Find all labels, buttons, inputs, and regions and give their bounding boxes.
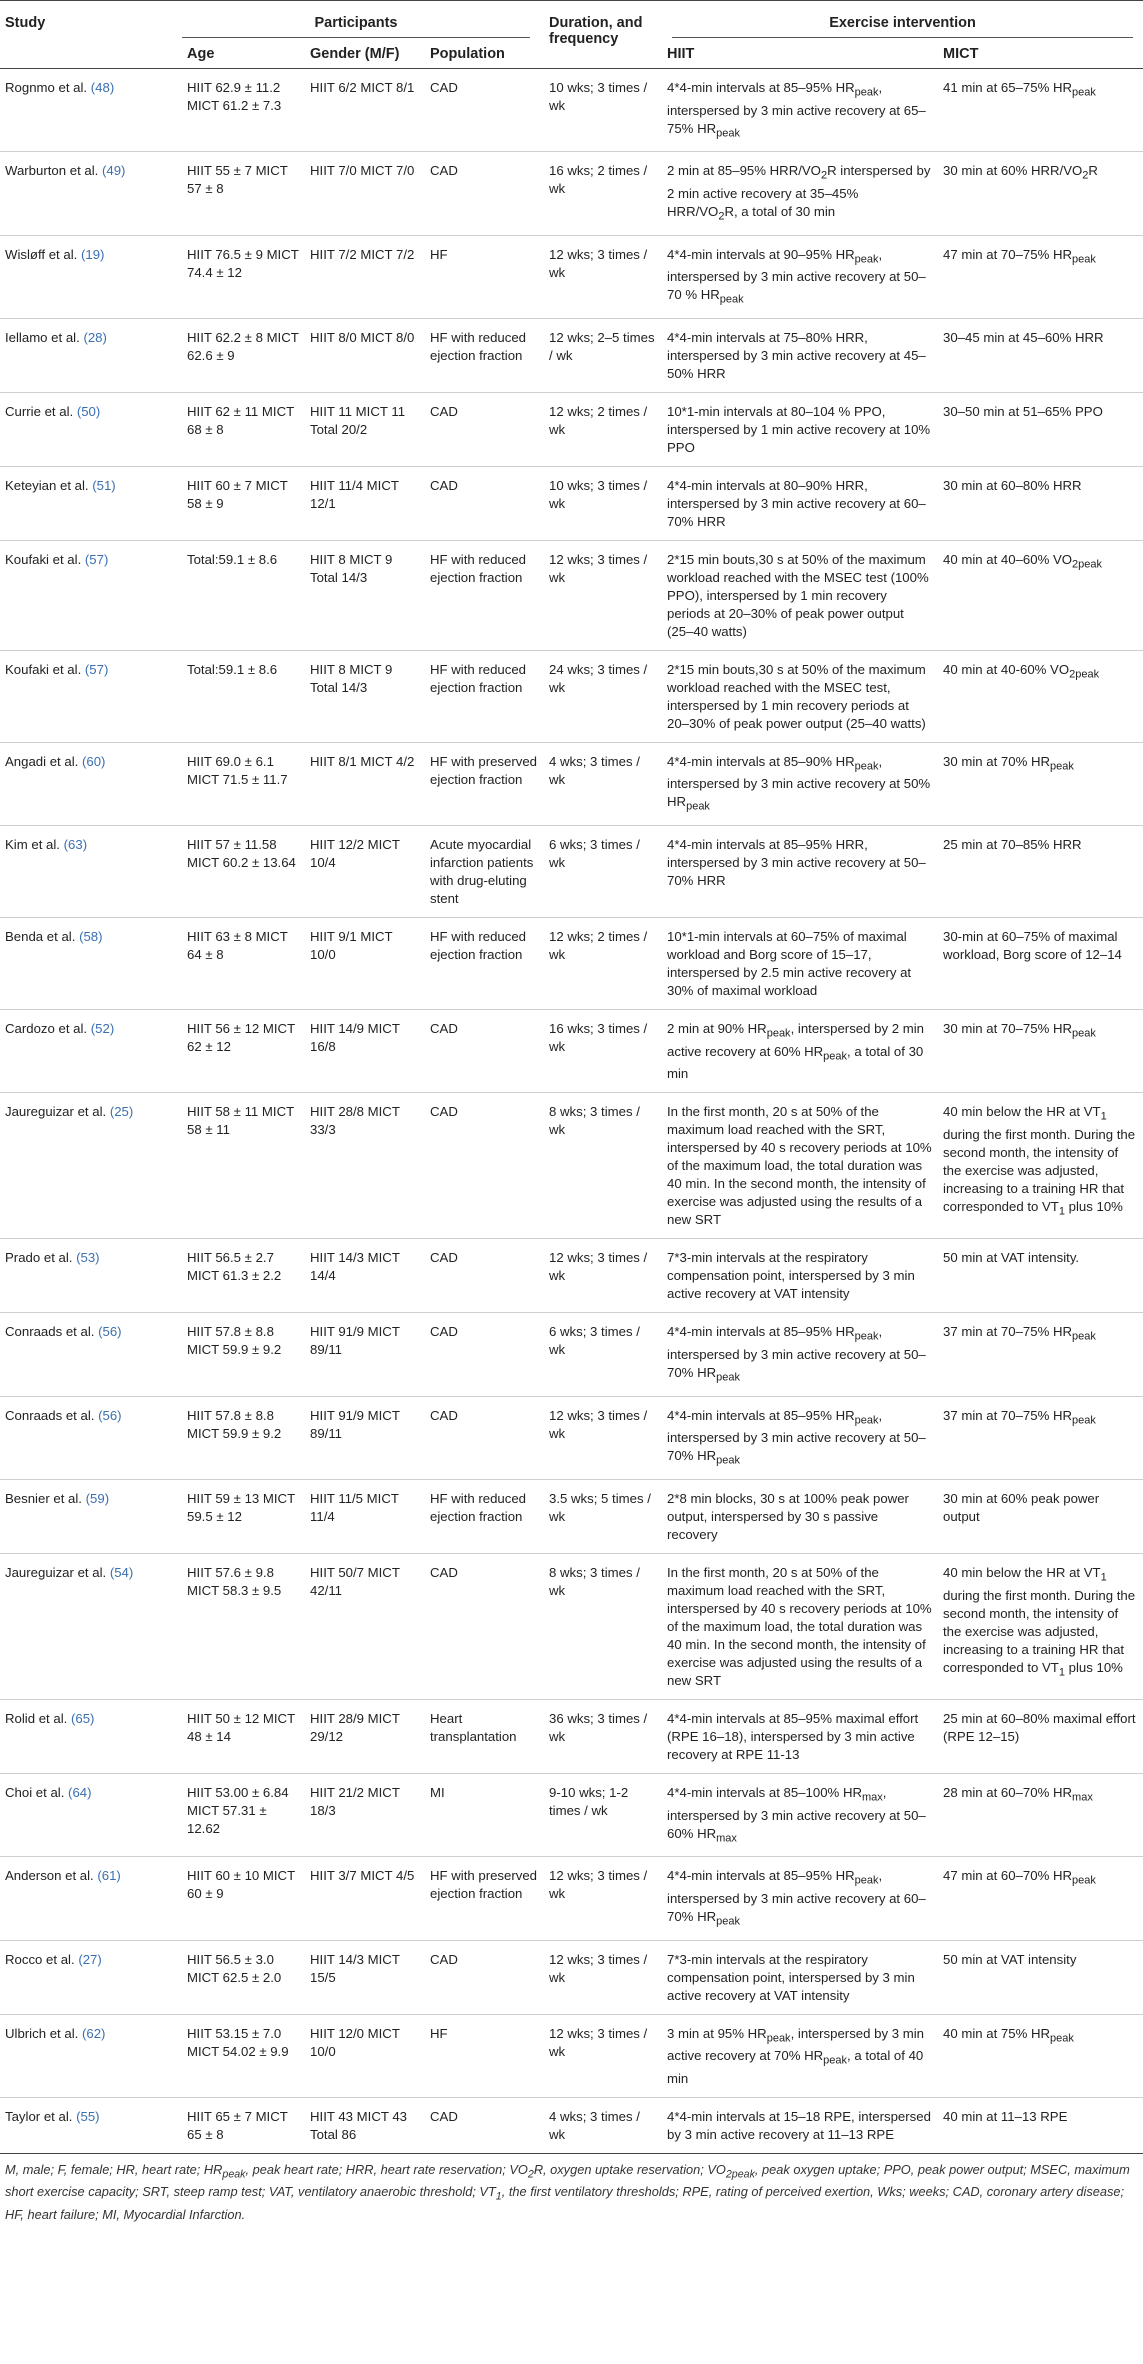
population-cell: HF with reduced ejection fraction xyxy=(430,551,527,585)
age-cell: HIIT 59 ± 13 MICT 59.5 ± 12 xyxy=(187,1490,295,1524)
reference-link[interactable]: (58) xyxy=(79,929,103,945)
table-row xyxy=(0,2014,1143,2097)
age-cell: HIIT 56.5 ± 3.0 MICT 62.5 ± 2.0 xyxy=(187,1951,282,1985)
age-cell: HIIT 63 ± 8 MICT 64 ± 8 xyxy=(187,929,288,963)
footnote: M, male; F, female; HR, heart rate; $HR_{peak}$, peak heart rate; HRR, heart rate reservation; $VO_2R$, oxygen uptake reservation; $VO_{2peak}$, peak oxygen uptake; PPO, peak power output; MSEC, maximum short exercise capacity; SRT, steep ramp test; VAT, ventilatory anaerobic threshold; $VT_1$, the first ventilatory thresholds; RPE, rating of perceived exertion, Wks; weeks; CAD, coronary artery disease; HF, heart failure; MI, Myocardial Infarction. xyxy=(5,2161,1130,2222)
reference-link[interactable]: (59) xyxy=(85,1490,110,1506)
duration-cell: 4 wks; 3 times / wk xyxy=(549,2108,640,2142)
reference-link[interactable]: (56) xyxy=(98,1324,122,1340)
study-name: Angadi et al. xyxy=(5,753,82,769)
study-name: Cardozo et al. xyxy=(5,1021,91,1037)
study-cell xyxy=(0,392,182,466)
gender-cell: HIIT 14/3 MICT 14/4 xyxy=(310,1250,400,1284)
population-cell: CAD xyxy=(430,1951,458,1967)
header-mict: MICT xyxy=(943,46,979,62)
reference-link[interactable]: (52) xyxy=(90,1021,115,1037)
hiit-cell: In the first month, 20 s at 50% of the maximum load reached with the SRT, interspersed by 40 s recovery periods at 10% of the maximum load, the total duration was 40 min. In the second month, the intensity of exercise was adjusted using the results of a new SRT xyxy=(667,1104,932,1228)
population-cell: HF with reduced ejection fraction xyxy=(430,661,527,695)
gender-cell: HIIT 12/2 MICT 10/4 xyxy=(310,837,400,871)
gender-cell: HIIT 8/0 MICT 8/0 xyxy=(310,329,415,345)
gender-cell: HIIT 6/2 MICT 8/1 xyxy=(310,80,415,95)
hiit-cell: 3 min at 95% $HR_{peak}$, interspersed by 3 min active recovery at 70% $HR_{peak}$, a total of 40 min xyxy=(667,2025,924,2086)
reference-link[interactable]: (28) xyxy=(83,329,107,345)
gender-cell: HIIT 7/0 MICT 7/0 xyxy=(310,163,415,179)
reference-link[interactable]: (60) xyxy=(81,753,106,769)
table-row xyxy=(0,1093,1143,1239)
gender-cell: HIIT 14/9 MICT 16/8 xyxy=(310,1021,400,1055)
age-cell: HIIT 58 ± 11 MICT 58 ± 11 xyxy=(187,1104,294,1138)
table-row xyxy=(0,466,1143,540)
mict-cell: 40 min below the HR at $VT_1$ during the first month. During the second month, the intensity of the exercise was adjusted, increasing to a training HR that corresponded to $VT_1$ plus 10% xyxy=(943,1104,1136,1218)
reference-link[interactable]: (48) xyxy=(90,80,115,95)
population-cell: HF xyxy=(430,2025,448,2041)
study-name: Benda et al. xyxy=(5,929,80,945)
duration-cell: 12 wks; 3 times / wk xyxy=(549,1951,648,1985)
duration-cell: 12 wks; 3 times / wk xyxy=(549,2025,648,2059)
study-name: Ulbrich et al. xyxy=(5,2025,82,2041)
mict-cell: 37 min at 70–75% $HR_{peak}$ xyxy=(943,1324,1096,1344)
duration-cell: 12 wks; 2–5 times / wk xyxy=(549,329,655,363)
table-row xyxy=(0,918,1143,1010)
gender-cell: HIIT 7/2 MICT 7/2 xyxy=(310,246,415,262)
study-name: Keteyian et al. xyxy=(5,477,93,493)
mict-cell: 40 min below the HR at $VT_1$ during the first month. During the second month, the intensity of the exercise was adjusted, increasing to a training HR that corresponded to $VT_1$ plus 10% xyxy=(943,1564,1136,1679)
gender-cell: HIIT 14/3 MICT 15/5 xyxy=(310,1951,400,1985)
duration-cell: 12 wks; 3 times / wk xyxy=(549,1868,648,1902)
mict-cell: 28 min at 60–70% $HR_{max}$ xyxy=(943,1784,1093,1804)
hiit-cell: 4*4-min intervals at 15–18 RPE, interspersed by 3 min active recovery at 11–13 RPE xyxy=(667,2108,931,2142)
age-cell: HIIT 57.8 ± 8.8 MICT 59.9 ± 9.2 xyxy=(187,1407,282,1441)
reference-link[interactable]: (54) xyxy=(109,1564,134,1580)
header-age: Age xyxy=(187,46,215,62)
study-name: Koufaki et al. xyxy=(5,551,85,567)
gender-cell: HIIT 43 MICT 43 Total 86 xyxy=(310,2108,407,2142)
gender-cell: HIIT 11/5 MICT 11/4 xyxy=(310,1490,399,1524)
study-cell xyxy=(0,1857,182,1940)
gender-cell: HIIT 8/1 MICT 4/2 xyxy=(310,753,415,769)
header-participants-label: Participants xyxy=(182,15,530,38)
study-name: Jaureguizar et al. xyxy=(5,1564,110,1580)
duration-cell: 10 wks; 3 times / wk xyxy=(549,80,648,113)
age-cell: HIIT 57 ± 11.58 MICT 60.2 ± 13.64 xyxy=(187,837,296,871)
study-cell xyxy=(0,540,182,650)
study-name: Conraads et al. xyxy=(5,1407,99,1423)
hiit-cell: 4*4-min intervals at 85–95% HRR, interspersed by 3 min active recovery at 50–70% HRR xyxy=(667,837,926,889)
hiit-cell: 4*4-min intervals at 85–100% $HR_{max}$, interspersed by 3 min active recovery at 50–60% $HR_{max}$ xyxy=(667,1784,926,1845)
population-cell: CAD xyxy=(430,1324,458,1340)
mict-cell: 40 min at 40–60% $VO_{2peak}$ xyxy=(943,551,1103,571)
age-cell: HIIT 62 ± 11 MICT 68 ± 8 xyxy=(187,403,294,437)
mict-cell: 47 min at 60–70% $HR_{peak}$ xyxy=(943,1868,1096,1887)
header-exercise-label: Exercise intervention xyxy=(672,15,1133,38)
mict-cell: 37 min at 70–75% $HR_{peak}$ xyxy=(943,1407,1096,1427)
mict-cell: 25 min at 70–85% HRR xyxy=(943,837,1082,853)
table-row xyxy=(0,1773,1143,1856)
gender-cell: HIIT 12/0 MICT 10/0 xyxy=(310,2025,400,2059)
study-cell xyxy=(0,2014,182,2097)
reference-link[interactable]: (57) xyxy=(84,661,109,677)
header-gender: Gender (M/F) xyxy=(310,46,400,62)
hiit-cell: 4*4-min intervals at 80–90% HRR, interspersed by 3 min active recovery at 60–70% HRR xyxy=(667,477,926,529)
duration-cell: 8 wks; 3 times / wk xyxy=(549,1104,640,1138)
duration-cell: 8 wks; 3 times / wk xyxy=(549,1564,640,1598)
table-row xyxy=(0,392,1143,466)
hiit-cell: 2*15 min bouts,30 s at 50% of the maximum workload reached with the MSEC test (100% PPO), interspersed by 1 min recovery periods at 20–30% of peak power output (25–40 watts) xyxy=(667,551,929,639)
study-name: Warburton et al. xyxy=(5,163,102,179)
hiit-cell: 4*4-min intervals at 90–95% $HR_{peak}$, interspersed by 3 min active recovery at 50–70 % $HR_{peak}$ xyxy=(667,246,926,306)
mict-cell: 30 min at 70% $HR_{peak}$ xyxy=(943,753,1074,773)
table-row xyxy=(0,826,1143,918)
duration-cell: 16 wks; 2 times / wk xyxy=(549,163,648,197)
gender-cell: HIIT 11/4 MICT 12/1 xyxy=(310,477,399,511)
hiit-cell: 7*3-min intervals at the respiratory compensation point, interspersed by 3 min active recovery at VAT intensity xyxy=(667,1250,915,1302)
hiit-cell: 4*4-min intervals at 85–95% $HR_{peak}$, interspersed by 3 min active recovery at 50–70% $HR_{peak}$ xyxy=(667,1407,926,1467)
hiit-cell: 4*4-min intervals at 85–95% $HR_{peak}$, interspersed by 3 min active recovery at 65–75% $HR_{peak}$ xyxy=(667,80,926,140)
population-cell: CAD xyxy=(430,403,458,419)
age-cell: HIIT 62.2 ± 8 MICT 62.6 ± 9 xyxy=(187,329,299,363)
duration-cell: 12 wks; 3 times / wk xyxy=(549,1250,648,1284)
gender-cell: HIIT 11 MICT 11 Total 20/2 xyxy=(310,403,406,437)
duration-cell: 4 wks; 3 times / wk xyxy=(549,753,640,787)
table-row xyxy=(0,2097,1143,2153)
study-cell xyxy=(0,826,182,918)
study-cell xyxy=(0,235,182,318)
age-cell: HIIT 57.6 ± 9.8 MICT 58.3 ± 9.5 xyxy=(187,1564,282,1598)
reference-link[interactable]: (56) xyxy=(98,1407,122,1423)
study-name: Rocco et al. xyxy=(5,1951,79,1967)
study-cell xyxy=(0,152,182,235)
duration-cell: 12 wks; 2 times / wk xyxy=(549,403,648,437)
hiit-cell: 4*4-min intervals at 85–95% $HR_{peak}$, interspersed by 3 min active recovery at 50–70% $HR_{peak}$ xyxy=(667,1324,926,1384)
reference-link[interactable]: (55) xyxy=(76,2108,100,2124)
age-cell: HIIT 57.8 ± 8.8 MICT 59.9 ± 9.2 xyxy=(187,1324,282,1358)
mict-cell: 40 min at 11–13 RPE xyxy=(943,2108,1068,2124)
study-name: Currie et al. xyxy=(5,403,77,419)
reference-link[interactable]: (19) xyxy=(80,246,105,262)
mict-cell: 40 min at 40-60% $VO_{2peak}$ xyxy=(943,661,1100,681)
duration-cell: 36 wks; 3 times / wk xyxy=(549,1710,648,1744)
mict-cell: 30 min at 60% HRR/$VO_2R$ xyxy=(943,163,1098,182)
study-name: Prado et al. xyxy=(5,1250,77,1266)
table-row xyxy=(0,742,1143,825)
population-cell: CAD xyxy=(430,163,458,179)
age-cell: HIIT 56 ± 12 MICT 62 ± 12 xyxy=(187,1021,295,1055)
header-participants xyxy=(182,1,544,39)
gender-cell: HIIT 8 MICT 9 Total 14/3 xyxy=(310,551,393,585)
hiit-cell: 2 min at 85–95% HRR/$VO_2R$ interspersed by 2 min active recovery at 35–45% HRR/$VO_2R$, a total of 30 min xyxy=(667,163,931,223)
hiit-cell: 10*1-min intervals at 80–104 % PPO, interspersed by 1 min active recovery at 10% PPO xyxy=(667,403,931,455)
age-cell: Total:59.1 ± 8.6 xyxy=(187,661,278,677)
population-cell: Heart transplantation xyxy=(430,1710,517,1744)
study-name: Taylor et al. xyxy=(5,2108,77,2124)
hiit-cell: 2*8 min blocks, 30 s at 100% peak power output, interspersed by 30 s passive recovery xyxy=(667,1490,909,1542)
age-cell: HIIT 69.0 ± 6.1 MICT 71.5 ± 11.7 xyxy=(187,753,288,787)
duration-cell: 6 wks; 3 times / wk xyxy=(549,837,640,871)
reference-link[interactable]: (61) xyxy=(97,1868,121,1884)
study-name: Conraads et al. xyxy=(5,1324,99,1340)
gender-cell: HIIT 91/9 MICT 89/11 xyxy=(310,1407,400,1441)
reference-link[interactable]: (64) xyxy=(68,1784,92,1800)
table-row xyxy=(0,318,1143,392)
study-name: Choi et al. xyxy=(5,1784,69,1800)
duration-cell: 3.5 wks; 5 times / wk xyxy=(549,1490,651,1524)
population-cell: HF xyxy=(430,246,448,262)
study-cell xyxy=(0,69,182,152)
age-cell: HIIT 50 ± 12 MICT 48 ± 14 xyxy=(187,1710,295,1744)
population-cell: MI xyxy=(430,1784,445,1800)
duration-cell: 10 wks; 3 times / wk xyxy=(549,477,648,511)
duration-cell: 9-10 wks; 1-2 times / wk xyxy=(549,1784,629,1818)
gender-cell: HIIT 28/8 MICT 33/3 xyxy=(310,1104,400,1138)
reference-link[interactable]: (53) xyxy=(76,1250,100,1266)
study-cell xyxy=(0,2097,182,2153)
hiit-cell: 4*4-min intervals at 85–95% $HR_{peak}$, interspersed by 3 min active recovery at 60–70% $HR_{peak}$ xyxy=(667,1868,926,1928)
study-name: Jaureguizar et al. xyxy=(5,1104,110,1120)
hiit-cell: In the first month, 20 s at 50% of the maximum load reached with the SRT, interspersed by 40 s recovery periods at 10% of the maximum load, the total duration was 40 min. In the second month, the intensity of exercise was adjusted using the results of a new SRT xyxy=(667,1564,932,1688)
gender-cell: HIIT 3/7 MICT 4/5 xyxy=(310,1868,415,1884)
reference-link[interactable]: (51) xyxy=(92,477,116,493)
study-cell xyxy=(0,742,182,825)
study-name: Wisløff et al. xyxy=(5,246,81,262)
header-population: Population xyxy=(430,46,505,62)
population-cell: CAD xyxy=(430,80,458,95)
duration-cell: 24 wks; 3 times / wk xyxy=(549,661,648,695)
mict-cell: 50 min at VAT intensity. xyxy=(943,1250,1080,1266)
population-cell: Acute myocardial infarction patients with drug-eluting stent xyxy=(430,837,534,907)
study-cell xyxy=(0,1313,182,1396)
age-cell: HIIT 53.00 ± 6.84 MICT 57.31 ± 12.62 xyxy=(187,1784,289,1836)
population-cell: CAD xyxy=(430,1021,458,1037)
table-row xyxy=(0,1239,1143,1313)
hiit-cell: 7*3-min intervals at the respiratory compensation point, interspersed by 3 min active recovery at VAT intensity xyxy=(667,1951,915,2003)
mict-cell: 40 min at 75% $HR_{peak}$ xyxy=(943,2025,1074,2045)
reference-link[interactable]: (50) xyxy=(76,403,101,419)
table-row xyxy=(0,69,1143,152)
population-cell: CAD xyxy=(430,1407,458,1423)
header-study: Study xyxy=(5,15,46,31)
hiit-cell: 2*15 min bouts,30 s at 50% of the maximum workload reached with the MSEC test, interspersed by 1 min recovery periods at 20–30% of peak power output (25–40 watts) xyxy=(667,661,926,731)
study-name: Iellamo et al. xyxy=(5,329,84,345)
mict-cell: 41 min at 65–75% $HR_{peak}$ xyxy=(943,80,1096,99)
population-cell: CAD xyxy=(430,2108,458,2124)
reference-link[interactable]: (25) xyxy=(109,1104,134,1120)
duration-cell: 12 wks; 3 times / wk xyxy=(549,1407,648,1441)
table-row xyxy=(0,650,1143,742)
hiit-cell: 4*4-min intervals at 85–95% maximal effort (RPE 16–18), interspersed by 3 min active recovery at RPE 11-13 xyxy=(667,1710,919,1762)
age-cell: HIIT 55 ± 7 MICT 57 ± 8 xyxy=(187,163,288,197)
duration-cell: 16 wks; 3 times / wk xyxy=(549,1021,648,1055)
mict-cell: 47 min at 70–75% $HR_{peak}$ xyxy=(943,246,1096,266)
population-cell: CAD xyxy=(430,477,458,493)
hiit-cell: 2 min at 90% $HR_{peak}$, interspersed by 2 min active recovery at 60% $HR_{peak}$, a total of 30 min xyxy=(667,1021,924,1082)
duration-cell: 12 wks; 2 times / wk xyxy=(549,929,648,963)
table-row xyxy=(0,1010,1143,1093)
hiit-cell: 4*4-min intervals at 75–80% HRR, interspersed by 3 min active recovery at 45–50% HRR xyxy=(667,329,926,381)
study-cell xyxy=(0,318,182,392)
study-cell xyxy=(0,1553,182,1699)
study-name: Anderson et al. xyxy=(5,1868,98,1884)
age-cell: HIIT 62.9 ± 11.2 MICT 61.2 ± 7.3 xyxy=(187,80,282,113)
study-name: Koufaki et al. xyxy=(5,661,85,677)
study-name: Besnier et al. xyxy=(5,1490,86,1506)
gender-cell: HIIT 21/2 MICT 18/3 xyxy=(310,1784,400,1818)
study-name: Kim et al. xyxy=(5,837,64,853)
mict-cell: 30-min at 60–75% of maximal workload, Borg score of 12–14 xyxy=(943,929,1122,963)
population-cell: CAD xyxy=(430,1564,458,1580)
age-cell: HIIT 53.15 ± 7.0 MICT 54.02 ± 9.9 xyxy=(187,2025,289,2059)
population-cell: HF with preserved ejection fraction xyxy=(430,753,538,787)
study-cell xyxy=(0,1773,182,1856)
study-cell xyxy=(0,1479,182,1553)
mict-cell: 30 min at 70–75% $HR_{peak}$ xyxy=(943,1021,1096,1040)
mict-cell: 30 min at 60–80% HRR xyxy=(943,477,1082,493)
study-cell xyxy=(0,1940,182,2014)
reference-link[interactable]: (65) xyxy=(70,1710,95,1726)
hiit-cell: 4*4-min intervals at 85–90% $HR_{peak}$, interspersed by 3 min active recovery at 50% $HR_{peak}$ xyxy=(667,753,931,814)
age-cell: HIIT 56.5 ± 2.7 MICT 61.3 ± 2.2 xyxy=(187,1250,282,1284)
age-cell: HIIT 65 ± 7 MICT 65 ± 8 xyxy=(187,2108,288,2142)
population-cell: CAD xyxy=(430,1250,458,1266)
population-cell: HF with reduced ejection fraction xyxy=(430,1490,527,1524)
mict-cell: 50 min at VAT intensity xyxy=(943,1951,1077,1967)
reference-link[interactable]: (57) xyxy=(84,551,109,567)
hiit-cell: 10*1-min intervals at 60–75% of maximal workload and Borg score of 15–17, interspersed by 2.5 min active recovery at 30% of maximal workload xyxy=(667,929,912,999)
gender-cell: HIIT 50/7 MICT 42/11 xyxy=(310,1564,400,1598)
study-cell xyxy=(0,1010,182,1093)
age-cell: HIIT 76.5 ± 9 MICT 74.4 ± 12 xyxy=(187,246,299,280)
table-row xyxy=(0,1479,1143,1553)
gender-cell: HIIT 28/9 MICT 29/12 xyxy=(310,1710,400,1744)
study-cell xyxy=(0,918,182,1010)
table-row xyxy=(0,1313,1143,1396)
study-cell xyxy=(0,650,182,742)
study-name: Rolid et al. xyxy=(5,1710,71,1726)
table-body xyxy=(0,69,1143,2154)
table-row xyxy=(0,1699,1143,1773)
header-duration: Duration, and frequency xyxy=(549,15,643,47)
header-exercise-intervention xyxy=(662,1,1143,39)
reference-link[interactable]: (62) xyxy=(81,2025,106,2041)
study-name: Rognmo et al. xyxy=(5,80,91,95)
study-cell xyxy=(0,1239,182,1313)
duration-cell: 12 wks; 3 times / wk xyxy=(549,246,648,280)
table-row xyxy=(0,1553,1143,1699)
population-cell: CAD xyxy=(430,1104,458,1120)
table-row xyxy=(0,152,1143,235)
duration-cell: 6 wks; 3 times / wk xyxy=(549,1324,640,1358)
reference-link[interactable]: (27) xyxy=(78,1951,102,1967)
gender-cell: HIIT 9/1 MICT 10/0 xyxy=(310,929,393,963)
reference-link[interactable]: (63) xyxy=(63,837,88,853)
table-row xyxy=(0,1396,1143,1479)
header-hiit: HIIT xyxy=(667,46,695,62)
age-cell: Total:59.1 ± 8.6 xyxy=(187,551,278,567)
table-row xyxy=(0,1940,1143,2014)
population-cell: HF with reduced ejection fraction xyxy=(430,929,527,963)
mict-cell: 30 min at 60% peak power output xyxy=(943,1490,1100,1524)
mict-cell: 25 min at 60–80% maximal effort (RPE 12–15) xyxy=(943,1710,1136,1744)
study-cell xyxy=(0,1396,182,1479)
gender-cell: HIIT 91/9 MICT 89/11 xyxy=(310,1324,400,1358)
mict-cell: 30–45 min at 45–60% HRR xyxy=(943,329,1104,345)
population-cell: HF with preserved ejection fraction xyxy=(430,1868,538,1902)
duration-cell: 12 wks; 3 times / wk xyxy=(549,551,648,585)
age-cell: HIIT 60 ± 10 MICT 60 ± 9 xyxy=(187,1868,295,1902)
gender-cell: HIIT 8 MICT 9 Total 14/3 xyxy=(310,661,393,695)
study-cell xyxy=(0,466,182,540)
table-row xyxy=(0,1857,1143,1940)
mict-cell: 30–50 min at 51–65% PPO xyxy=(943,403,1103,419)
reference-link[interactable]: (49) xyxy=(102,163,126,179)
age-cell: HIIT 60 ± 7 MICT 58 ± 9 xyxy=(187,477,288,511)
study-cell xyxy=(0,1699,182,1773)
table-row xyxy=(0,540,1143,650)
table-row xyxy=(0,235,1143,318)
study-cell xyxy=(0,1093,182,1239)
population-cell: HF with reduced ejection fraction xyxy=(430,329,527,363)
